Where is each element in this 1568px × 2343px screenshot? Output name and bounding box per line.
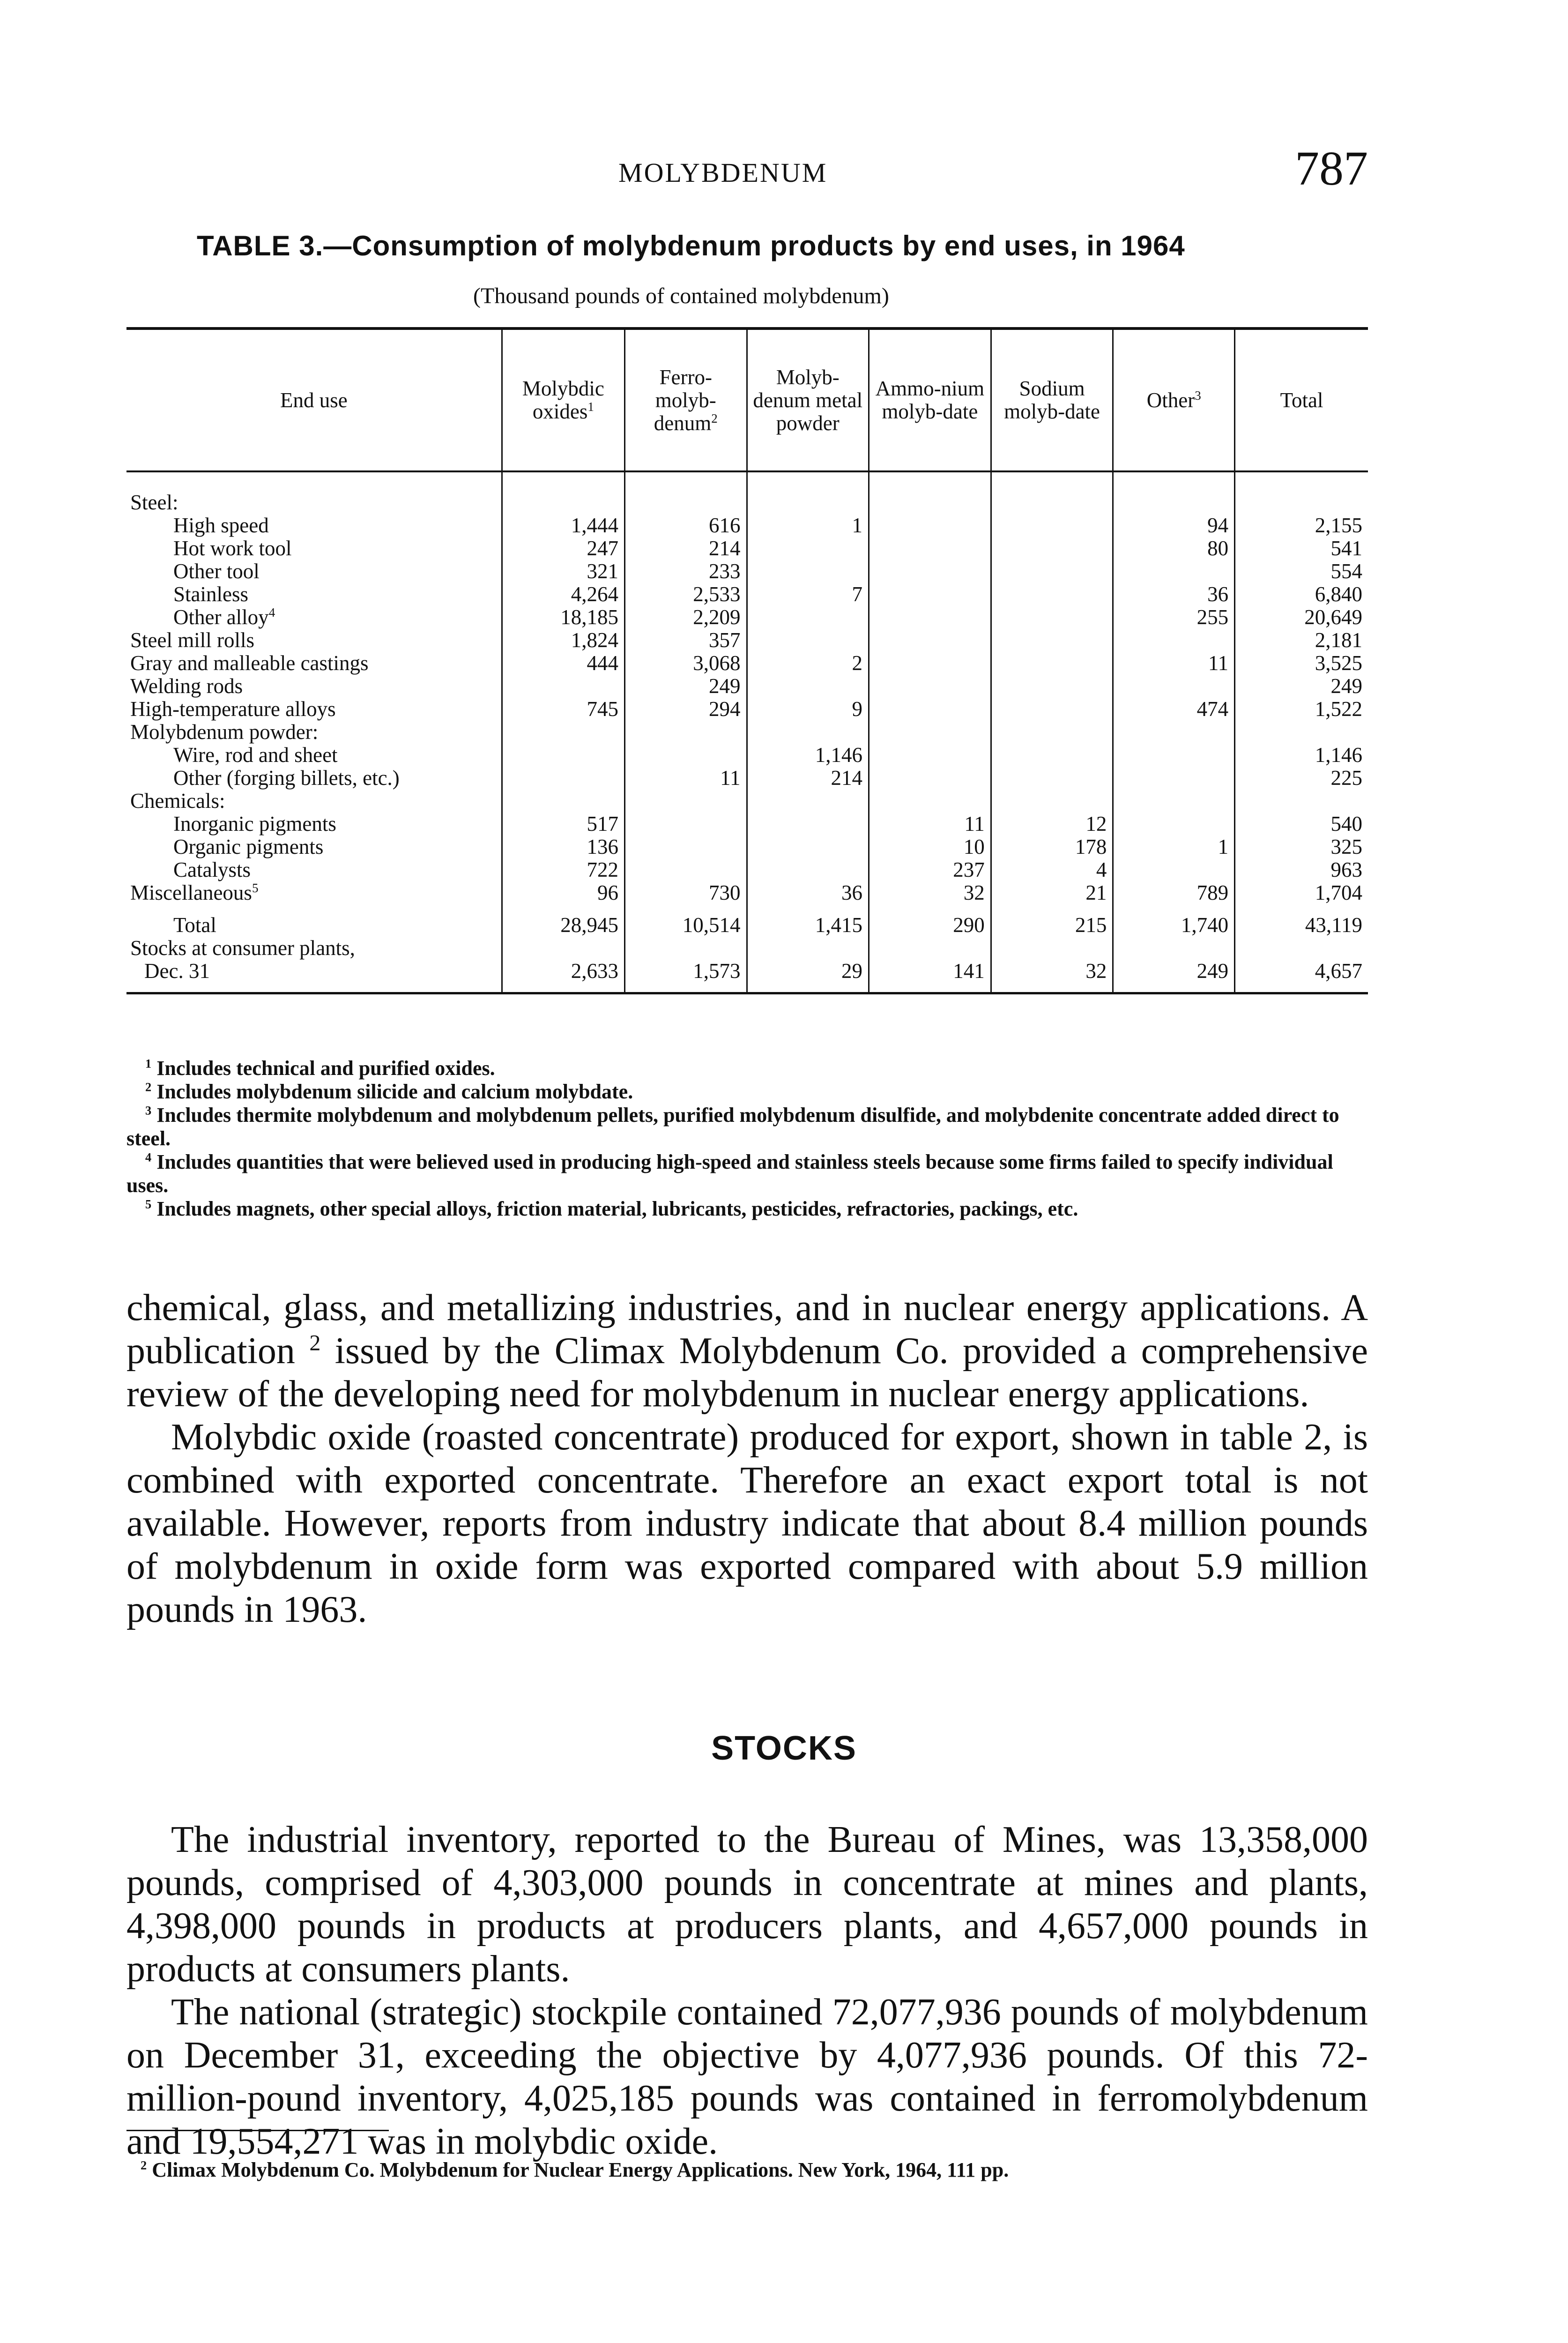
table-cell: 32 bbox=[869, 881, 991, 904]
table-row bbox=[126, 537, 1368, 560]
table-cell: 1,573 bbox=[624, 937, 747, 993]
footnote-text: Includes quantities that were believed used in producing high-speed and stainless steels because some firms failed to specify individual uses. bbox=[126, 1150, 1333, 1197]
table-cell: 474 bbox=[1113, 698, 1235, 721]
table-cell bbox=[1113, 721, 1235, 744]
table-cell: 11 bbox=[624, 767, 747, 790]
row-label-text: Catalysts bbox=[173, 858, 251, 881]
row-label bbox=[126, 836, 502, 858]
table-row bbox=[126, 560, 1368, 583]
row-label-text: Steel mill rolls bbox=[130, 628, 254, 652]
table-cell: 1,740 bbox=[1113, 904, 1235, 937]
table-cell: 2,181 bbox=[1235, 629, 1368, 652]
column-header-label: Ferro-molyb-denum bbox=[654, 365, 716, 435]
column-header bbox=[502, 328, 624, 471]
row-label bbox=[126, 790, 502, 813]
row-label-text: Steel: bbox=[130, 491, 178, 514]
table-cell bbox=[1235, 721, 1368, 744]
spacer-cell bbox=[991, 471, 1113, 491]
page-header bbox=[126, 141, 1368, 206]
row-label bbox=[126, 675, 502, 698]
footnote-mark: 2 bbox=[711, 411, 718, 425]
table-cell bbox=[1113, 813, 1235, 836]
table-row bbox=[126, 858, 1368, 881]
table-cell: 80 bbox=[1113, 537, 1235, 560]
table-cell: 745 bbox=[502, 698, 624, 721]
paragraph-text: chemical, glass, and metallizing industries, and in nuclear energy applications. A publication bbox=[126, 1287, 1368, 1372]
column-header-label: Other bbox=[1146, 388, 1195, 412]
table-cell bbox=[1235, 491, 1368, 514]
table-cell bbox=[502, 675, 624, 698]
table-cell: 214 bbox=[624, 537, 747, 560]
row-label bbox=[126, 652, 502, 675]
table-cell: 321 bbox=[502, 560, 624, 583]
table-cell: 247 bbox=[502, 537, 624, 560]
table-cell bbox=[869, 491, 991, 514]
column-header-label: End use bbox=[280, 388, 348, 412]
table-cell bbox=[869, 675, 991, 698]
table-cell bbox=[502, 767, 624, 790]
table-cell bbox=[747, 560, 869, 583]
row-label-text: Other (forging billets, etc.) bbox=[173, 766, 400, 790]
table-cell bbox=[991, 698, 1113, 721]
table-cell bbox=[869, 744, 991, 767]
row-label-text: Hot work tool bbox=[173, 537, 292, 560]
table-cell: 2,633 bbox=[502, 937, 624, 993]
row-label bbox=[126, 514, 502, 537]
row-label bbox=[126, 813, 502, 836]
table-cell bbox=[624, 836, 747, 858]
table-cell: 32 bbox=[991, 937, 1113, 993]
table-footnote bbox=[126, 1150, 1368, 1197]
row-label-text: Stainless bbox=[173, 582, 249, 606]
table-cell: 141 bbox=[869, 937, 991, 993]
spacer-cell bbox=[126, 471, 502, 491]
table-row bbox=[126, 629, 1368, 652]
row-label bbox=[126, 767, 502, 790]
table-row bbox=[126, 721, 1368, 744]
table-cell: 12 bbox=[991, 813, 1113, 836]
table-cell bbox=[747, 491, 869, 514]
section-heading-stocks: STOCKS bbox=[711, 1730, 857, 1767]
footnote-text: Includes technical and purified oxides. bbox=[156, 1057, 495, 1080]
table-cell bbox=[869, 767, 991, 790]
table-cell: 357 bbox=[624, 629, 747, 652]
spacer-cell bbox=[502, 471, 624, 491]
table-cell bbox=[502, 491, 624, 514]
column-header bbox=[1113, 328, 1235, 471]
table-cell: 10 bbox=[869, 836, 991, 858]
table-cell: 214 bbox=[747, 767, 869, 790]
row-label bbox=[126, 904, 502, 937]
table-cell bbox=[991, 583, 1113, 606]
table-cell bbox=[869, 629, 991, 652]
column-header-label: Total bbox=[1280, 388, 1323, 412]
table-cell bbox=[1235, 790, 1368, 813]
table-row bbox=[126, 698, 1368, 721]
row-label bbox=[126, 721, 502, 744]
table-cell bbox=[747, 537, 869, 560]
table-cell bbox=[991, 721, 1113, 744]
paragraph-text: issued by the Climax Molybdenum Co. provided a comprehensive review of the developing need for molybdenum in nuclear energy applications. bbox=[126, 1330, 1368, 1415]
table-row bbox=[126, 491, 1368, 514]
table-body bbox=[126, 471, 1368, 904]
footnote-mark: 4 bbox=[268, 605, 275, 619]
table-cell bbox=[869, 698, 991, 721]
footnote-mark: 2 bbox=[145, 1080, 152, 1094]
table-cell: 4 bbox=[991, 858, 1113, 881]
table-cell bbox=[991, 767, 1113, 790]
column-header bbox=[991, 328, 1113, 471]
table-cell: 6,840 bbox=[1235, 583, 1368, 606]
table-cell bbox=[991, 675, 1113, 698]
table-cell bbox=[991, 629, 1113, 652]
table-cell bbox=[624, 813, 747, 836]
table-cell: 1,444 bbox=[502, 514, 624, 537]
table-cell: 3,068 bbox=[624, 652, 747, 675]
table-cell bbox=[869, 560, 991, 583]
table-cell bbox=[869, 537, 991, 560]
row-label bbox=[126, 858, 502, 881]
table-cell: 21 bbox=[991, 881, 1113, 904]
table-cell: 1,146 bbox=[747, 744, 869, 767]
column-header bbox=[126, 328, 502, 471]
paragraph-exports: Molybdic oxide (roasted concentrate) produced for export, shown in table 2, is combined with exported concentrate. Therefore an exact export total is not available. However, reports from industry indicate that about 8.4 million pounds of molybdenum in oxide form was exported compared with about 5.9 million pounds in 1963. bbox=[126, 1417, 1368, 1630]
table-cell: 237 bbox=[869, 858, 991, 881]
table-cell: 7 bbox=[747, 583, 869, 606]
row-label-text: High-temperature alloys bbox=[130, 697, 336, 721]
footnote-mark: 1 bbox=[587, 400, 594, 414]
table-cell bbox=[624, 790, 747, 813]
row-label-text: Welding rods bbox=[130, 674, 243, 698]
table-cell: 249 bbox=[1113, 937, 1235, 993]
table-cell: 11 bbox=[869, 813, 991, 836]
table-cell bbox=[991, 744, 1113, 767]
table-cell: 96 bbox=[502, 881, 624, 904]
table-cell bbox=[1113, 858, 1235, 881]
page-footnote bbox=[141, 2158, 1368, 2182]
column-header bbox=[1235, 328, 1368, 471]
table-cell: 9 bbox=[747, 698, 869, 721]
table-cell: 1 bbox=[747, 514, 869, 537]
table-cell: 730 bbox=[624, 881, 747, 904]
body-text-upper bbox=[126, 1286, 1368, 1631]
table-cell bbox=[991, 491, 1113, 514]
table-cell: 3,525 bbox=[1235, 652, 1368, 675]
table-cell: 36 bbox=[747, 881, 869, 904]
table-cell bbox=[624, 858, 747, 881]
table-cell bbox=[1113, 629, 1235, 652]
column-header bbox=[869, 328, 991, 471]
table-cell: 789 bbox=[1113, 881, 1235, 904]
table-cell: 517 bbox=[502, 813, 624, 836]
row-label-text: Molybdenum powder: bbox=[130, 720, 319, 744]
footnote-divider bbox=[126, 2130, 389, 2131]
table-cell bbox=[502, 721, 624, 744]
footnote-mark: 2 bbox=[141, 2158, 147, 2172]
table-row bbox=[126, 937, 1368, 993]
table-cell: 963 bbox=[1235, 858, 1368, 881]
table-cell bbox=[991, 514, 1113, 537]
row-label-text: Miscellaneous bbox=[130, 881, 252, 904]
table-cell: 541 bbox=[1235, 537, 1368, 560]
footnote-mark: 3 bbox=[1195, 388, 1201, 403]
table-cell bbox=[991, 606, 1113, 629]
table-row bbox=[126, 813, 1368, 836]
table-row bbox=[126, 583, 1368, 606]
table-cell: 233 bbox=[624, 560, 747, 583]
spacer-cell bbox=[1113, 471, 1235, 491]
footnote-reference: 2 bbox=[309, 1330, 321, 1356]
table-cell bbox=[869, 652, 991, 675]
table-row bbox=[126, 767, 1368, 790]
table-cell: 2,533 bbox=[624, 583, 747, 606]
table-cell: 2,155 bbox=[1235, 514, 1368, 537]
consumption-table bbox=[126, 327, 1368, 994]
table-cell bbox=[502, 790, 624, 813]
table-cell: 94 bbox=[1113, 514, 1235, 537]
column-header bbox=[747, 328, 869, 471]
spacer-cell bbox=[624, 471, 747, 491]
table-cell bbox=[1113, 675, 1235, 698]
table-cell bbox=[747, 675, 869, 698]
table-cell: 1,522 bbox=[1235, 698, 1368, 721]
footnote-mark: 3 bbox=[145, 1103, 152, 1118]
table-cell bbox=[1113, 744, 1235, 767]
footnote-mark: 5 bbox=[252, 881, 259, 895]
table-footnote bbox=[126, 1104, 1368, 1150]
table-cell bbox=[991, 652, 1113, 675]
table-cell: 1 bbox=[1113, 836, 1235, 858]
page-number: 787 bbox=[1295, 142, 1368, 195]
table-cell bbox=[1113, 767, 1235, 790]
table-footnote bbox=[126, 1057, 1368, 1080]
row-label bbox=[126, 537, 502, 560]
table-cell: 1,415 bbox=[747, 904, 869, 937]
table-cell bbox=[869, 606, 991, 629]
table-cell: 11 bbox=[1113, 652, 1235, 675]
table-row bbox=[126, 514, 1368, 537]
column-header-label: Ammo-nium molyb-date bbox=[875, 377, 985, 423]
table-cell: 540 bbox=[1235, 813, 1368, 836]
table-header-row bbox=[126, 328, 1368, 471]
column-header-label: Molyb-denum metal powder bbox=[753, 365, 863, 435]
table-cell bbox=[624, 744, 747, 767]
footnote-text: Includes thermite molybdenum and molybdenum pellets, purified molybdenum disulfide, and molybdenite concentrate added direct to steel. bbox=[126, 1104, 1339, 1150]
table-cell: 18,185 bbox=[502, 606, 624, 629]
table-cell bbox=[624, 721, 747, 744]
table-cell: 4,264 bbox=[502, 583, 624, 606]
running-title: MOLYBDENUM bbox=[618, 157, 828, 188]
table-cell: 554 bbox=[1235, 560, 1368, 583]
table-title: TABLE 3.—Consumption of molybdenum products by end uses, in 1964 bbox=[197, 230, 1185, 261]
table-cell: 1,704 bbox=[1235, 881, 1368, 904]
table-row bbox=[126, 606, 1368, 629]
row-label-text: Gray and malleable castings bbox=[130, 651, 369, 675]
table-cell: 28,945 bbox=[502, 904, 624, 937]
table-row bbox=[126, 675, 1368, 698]
table-footnote bbox=[126, 1197, 1368, 1221]
spacer-cell bbox=[1235, 471, 1368, 491]
column-header-label: Sodium molyb-date bbox=[1004, 377, 1100, 423]
table-cell: 325 bbox=[1235, 836, 1368, 858]
paragraph-nuclear-applications bbox=[126, 1286, 1368, 1416]
table-subtitle: (Thousand pounds of contained molybdenum) bbox=[473, 284, 889, 308]
table-cell: 616 bbox=[624, 514, 747, 537]
row-label bbox=[126, 560, 502, 583]
table-cell: 10,514 bbox=[624, 904, 747, 937]
table-cell bbox=[624, 491, 747, 514]
row-label bbox=[126, 583, 502, 606]
table-cell bbox=[1113, 560, 1235, 583]
table-cell bbox=[747, 813, 869, 836]
table-cell: 215 bbox=[991, 904, 1113, 937]
table-row bbox=[126, 790, 1368, 813]
table-cell bbox=[869, 790, 991, 813]
table-cell bbox=[747, 836, 869, 858]
footnote-text: Includes magnets, other special alloys, friction material, lubricants, pesticides, refractories, packings, etc. bbox=[156, 1197, 1078, 1220]
table-cell bbox=[869, 583, 991, 606]
table-cell bbox=[1113, 491, 1235, 514]
table-cell bbox=[869, 514, 991, 537]
table-row bbox=[126, 904, 1368, 937]
column-header-label: Molybdic oxides bbox=[522, 377, 604, 423]
table-cell: 4,657 bbox=[1235, 937, 1368, 993]
spacer-cell bbox=[869, 471, 991, 491]
table-cell: 2 bbox=[747, 652, 869, 675]
row-label-text: Chemicals: bbox=[130, 789, 225, 813]
footnote-text: Climax Molybdenum Co. Molybdenum for Nuclear Energy Applications. New York, 1964, 111 pp. bbox=[152, 2158, 1009, 2181]
row-label-text: Inorganic pigments bbox=[173, 812, 336, 836]
spacer-row bbox=[126, 471, 1368, 491]
row-label bbox=[126, 698, 502, 721]
table-cell: 722 bbox=[502, 858, 624, 881]
row-label-text: Other tool bbox=[173, 560, 260, 583]
paragraph-industrial-inventory: The industrial inventory, reported to the Bureau of Mines, was 13,358,000 pounds, comprised of 4,303,000 pounds in concentrate at mines and plants, 4,398,000 pounds in products at producers plants, and 4,657,000 pounds in products at consumers plants. bbox=[126, 1819, 1368, 1990]
table-cell: 43,119 bbox=[1235, 904, 1368, 937]
table-row bbox=[126, 652, 1368, 675]
table-cell: 1,146 bbox=[1235, 744, 1368, 767]
table-cell: 1,824 bbox=[502, 629, 624, 652]
row-label-text: Stocks at consumer plants, bbox=[130, 936, 355, 960]
row-label-text: High speed bbox=[173, 514, 269, 537]
paragraph-national-stockpile: The national (strategic) stockpile contained 72,077,936 pounds of molybdenum on December 31, exceeding the objective by 4,077,936 pounds. Of this 72-million-pound inventory, 4,025,185 pounds was contained in ferromolybdenum and 19,554,271 was in molybdic oxide. bbox=[126, 1992, 1368, 2162]
row-label bbox=[126, 606, 502, 629]
table-cell: 136 bbox=[502, 836, 624, 858]
footnote-mark: 5 bbox=[145, 1197, 152, 1211]
footnote-mark: 4 bbox=[145, 1150, 152, 1164]
row-label bbox=[126, 937, 502, 993]
row-label bbox=[126, 491, 502, 514]
row-label-text: Dec. 31 bbox=[144, 959, 210, 983]
table-row bbox=[126, 836, 1368, 858]
table-cell bbox=[747, 721, 869, 744]
table-cell bbox=[991, 537, 1113, 560]
spacer-cell bbox=[747, 471, 869, 491]
table-cell: 225 bbox=[1235, 767, 1368, 790]
table-cell bbox=[869, 721, 991, 744]
row-label-text: Other alloy bbox=[173, 605, 269, 629]
column-header bbox=[624, 328, 747, 471]
row-label-text: Organic pigments bbox=[173, 835, 324, 858]
row-label bbox=[126, 744, 502, 767]
table-cell bbox=[747, 790, 869, 813]
table-cell: 249 bbox=[1235, 675, 1368, 698]
table-cell: 2,209 bbox=[624, 606, 747, 629]
table-cell: 29 bbox=[747, 937, 869, 993]
row-label-text: Total bbox=[173, 913, 216, 937]
table-totals bbox=[126, 904, 1368, 993]
table-cell bbox=[747, 858, 869, 881]
table-cell: 255 bbox=[1113, 606, 1235, 629]
table-cell: 36 bbox=[1113, 583, 1235, 606]
table-cell bbox=[747, 629, 869, 652]
table-row bbox=[126, 881, 1368, 904]
table-cell bbox=[991, 560, 1113, 583]
table-footnote bbox=[126, 1080, 1368, 1104]
row-label-text: Wire, rod and sheet bbox=[173, 743, 338, 767]
footnote-mark: 1 bbox=[145, 1056, 152, 1071]
table-cell bbox=[991, 790, 1113, 813]
table-cell: 290 bbox=[869, 904, 991, 937]
row-label bbox=[126, 629, 502, 652]
table-row bbox=[126, 744, 1368, 767]
table-cell: 249 bbox=[624, 675, 747, 698]
table-cell: 294 bbox=[624, 698, 747, 721]
table-cell: 20,649 bbox=[1235, 606, 1368, 629]
row-label bbox=[126, 881, 502, 904]
table-cell bbox=[747, 606, 869, 629]
table-cell bbox=[1113, 790, 1235, 813]
table-cell bbox=[502, 744, 624, 767]
table-cell: 444 bbox=[502, 652, 624, 675]
table-cell: 178 bbox=[991, 836, 1113, 858]
table-footnotes bbox=[126, 1057, 1368, 1221]
body-text-lower bbox=[126, 1818, 1368, 2163]
footnote-text: Includes molybdenum silicide and calcium molybdate. bbox=[156, 1080, 633, 1103]
